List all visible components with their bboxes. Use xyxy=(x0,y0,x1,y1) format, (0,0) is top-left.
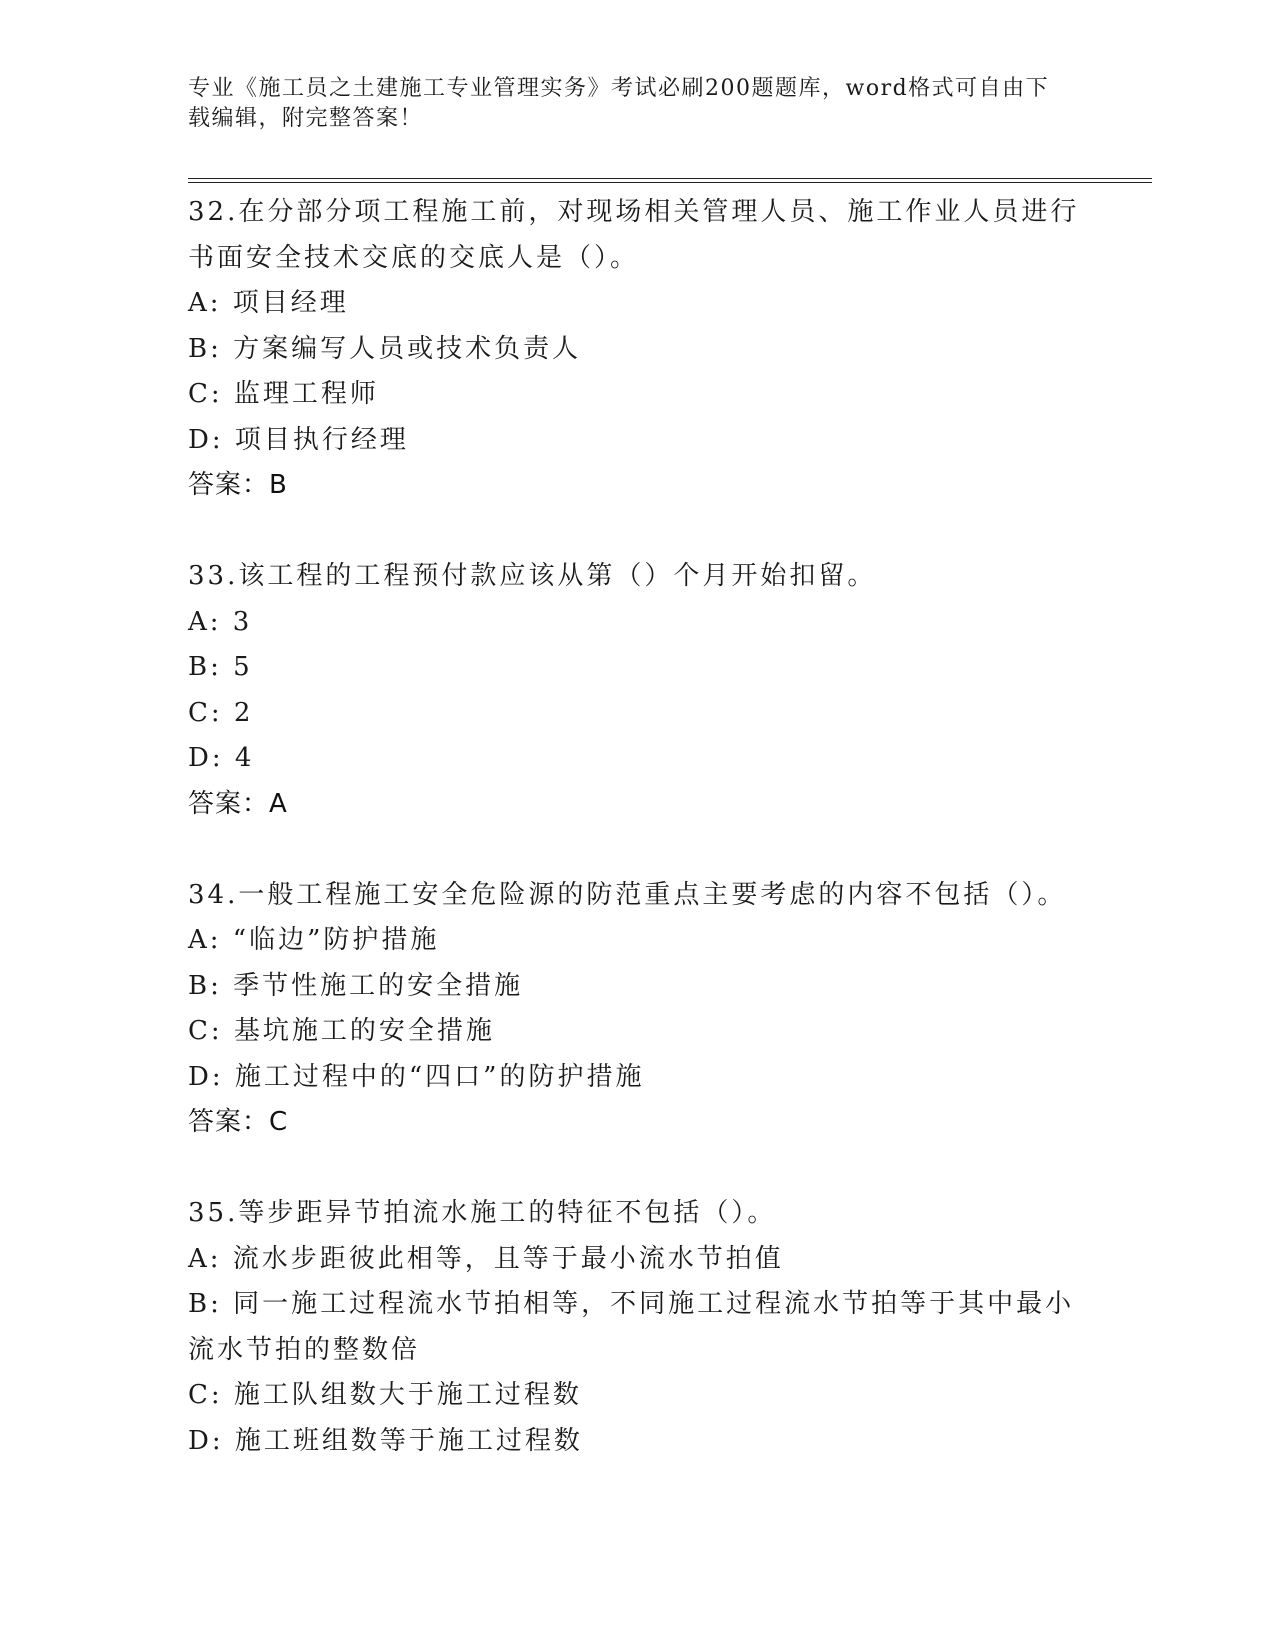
question-spacer xyxy=(188,509,1088,555)
question-stem: 33.该工程的工程预付款应该从第（）个月开始扣留。 xyxy=(188,561,877,591)
option-d: D: 施工过程中的“四口”的防护措施 xyxy=(188,1061,645,1092)
option-b: B: 季节性施工的安全措施 xyxy=(188,970,524,1001)
question-32 xyxy=(188,190,1088,554)
question-33 xyxy=(188,554,1088,873)
question-spacer xyxy=(188,827,1088,873)
option-b: B: 方案编写人员或技术负责人 xyxy=(188,333,582,364)
question-35 xyxy=(188,1191,1088,1464)
option-a: A: 流水步距彼此相等，且等于最小流水节拍值 xyxy=(188,1243,784,1274)
option-c: C: 2 xyxy=(188,697,254,728)
option-a: A: 项目经理 xyxy=(188,288,349,318)
question-stem: 34.一般工程施工安全危险源的防范重点主要考虑的内容不包括（）。 xyxy=(188,879,1067,910)
option-c: C: 基坑施工的安全措施 xyxy=(188,1016,495,1046)
question-stem: 35.等步距异节拍流水施工的特征不包括（）。 xyxy=(188,1198,777,1228)
question-34 xyxy=(188,873,1088,1192)
option-c: C: 施工队组数大于施工过程数 xyxy=(188,1380,582,1410)
option-b: B: 同一施工过程流水节拍相等，不同施工过程流水节拍等于其中最小流水节拍的整数倍 xyxy=(188,1289,1075,1365)
option-a: A: “临边”防护措施 xyxy=(188,925,440,955)
header-divider-top xyxy=(188,178,1152,179)
answer-label: 答案：B xyxy=(188,470,288,500)
option-d: D: 施工班组数等于施工过程数 xyxy=(188,1425,583,1456)
question-stem: 32.在分部分项工程施工前，对现场相关管理人员、施工作业人员进行书面安全技术交底的交底人是（）。 xyxy=(188,197,1080,273)
header-divider-bottom xyxy=(188,182,1152,183)
option-d: D: 项目执行经理 xyxy=(188,424,409,455)
question-spacer xyxy=(188,1146,1088,1192)
option-a: A: 3 xyxy=(188,606,253,637)
answer-label: 答案：A xyxy=(188,788,288,819)
question-list xyxy=(188,190,1088,1464)
answer-label: 答案：C xyxy=(188,1107,289,1137)
option-d: D: 4 xyxy=(188,743,255,773)
option-b: B: 5 xyxy=(188,652,253,682)
option-c: C: 监理工程师 xyxy=(188,379,379,409)
document-header: 专业《施工员之土建施工专业管理实务》考试必刷200题题库，word格式可自由下载编辑，附完整答案！ xyxy=(188,76,1050,131)
